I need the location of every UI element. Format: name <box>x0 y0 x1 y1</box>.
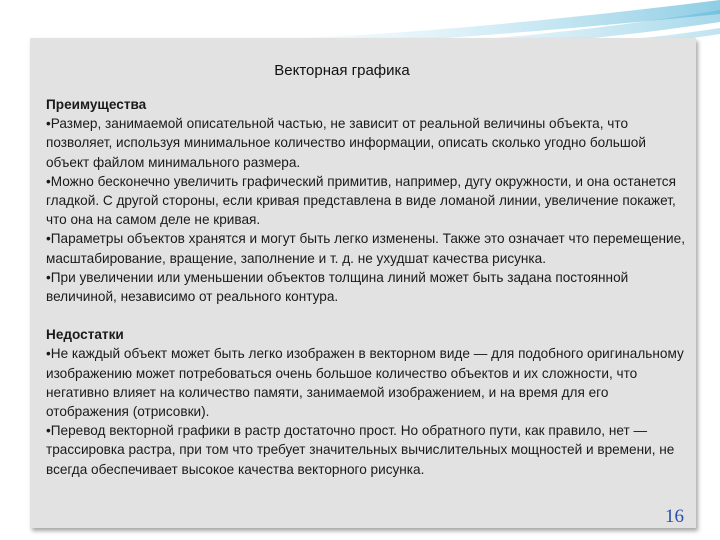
slide-body <box>46 95 686 479</box>
page-number: 16 <box>665 506 684 527</box>
advantages-heading: Преимущества <box>46 97 147 112</box>
advantage-item: •Можно бесконечно увеличить графический примитив, например, дугу окружности, и она останется гладкой. С другой стороны, если кривая представлена в виде ломаной линии, увеличение покажет, что она на самом деле не кривая. <box>46 173 676 228</box>
disadvantage-item: •Перевод векторной графики в растр достаточно прост. Но обратного пути, как правило, нет — трассировка растра, при том что требует значительных вычислительных мощностей и времени, не всегда обеспечивает высокое качества векторного рисунка. <box>46 423 675 477</box>
section-spacer <box>46 306 686 325</box>
disadvantages-heading: Недостатки <box>46 327 124 343</box>
advantage-item: •Размер, занимаемой описательной частью, не зависит от реальной величины объекта, что позволяет, используя минимальное количество информации, описать сколько угодно большой объект файлом минимального размера. <box>46 116 646 170</box>
advantage-item: •Параметры объектов хранятся и могут быть легко изменены. Также это означает что перемещение, масштабирование, вращение, заполнение и т. д. не ухудшат качества рисунка. <box>46 231 685 266</box>
disadvantage-item: •Не каждый объект может быть легко изображен в векторном виде — для подобного оригинальному изображению может потребоваться очень большое количество объектов и их сложности, что негативно влияет на количество памяти, занимаемой изображением, и на время для его отображения (отрисовки). <box>46 346 684 420</box>
advantage-item: •При увеличении или уменьшении объектов толщина линий может быть задана постоянной величиной, независимо от реального контура. <box>46 269 629 305</box>
slide-title: Векторная графика <box>274 62 410 79</box>
